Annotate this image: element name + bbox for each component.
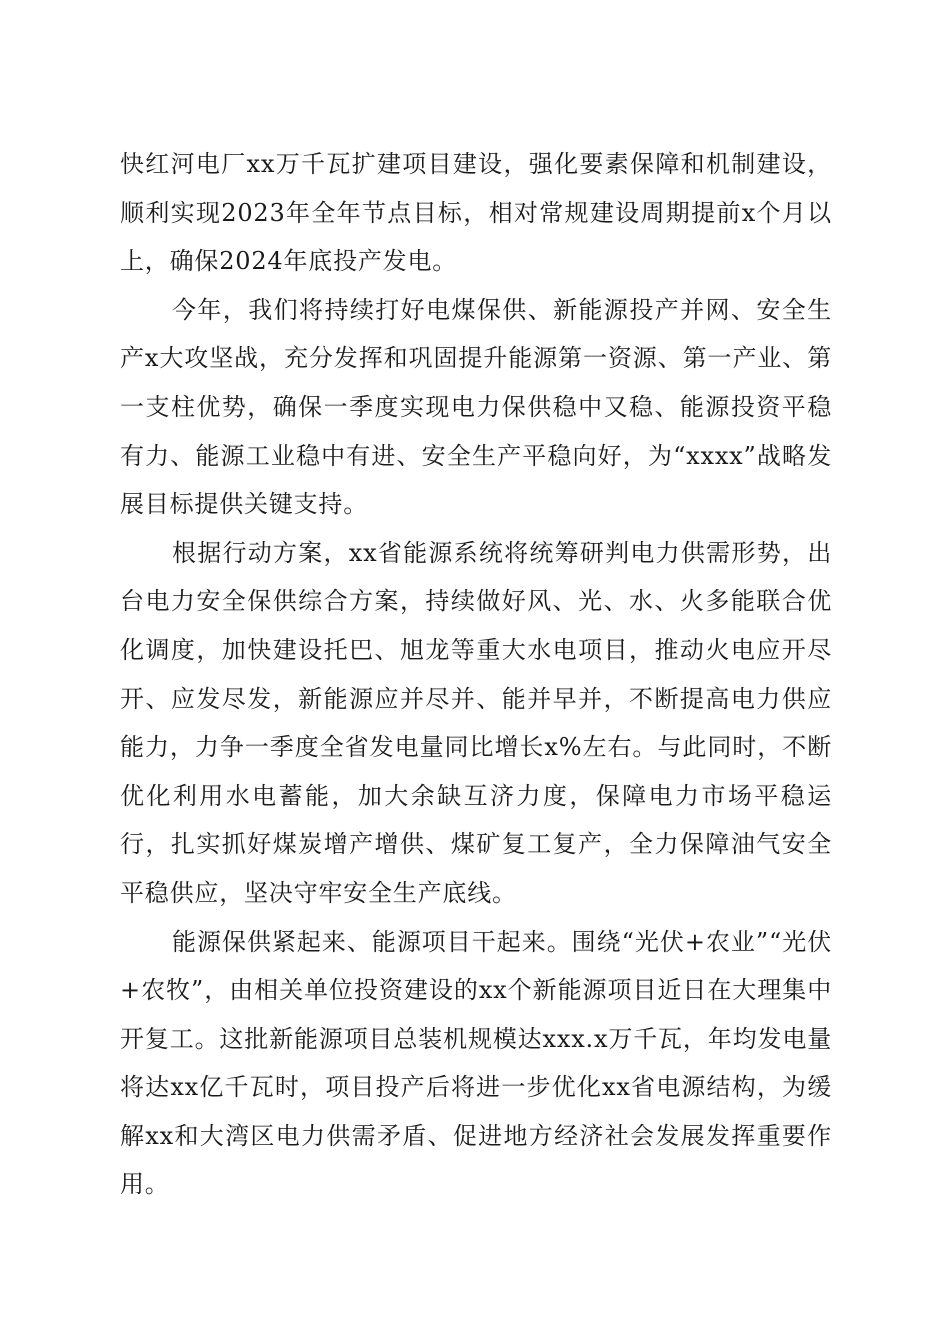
paragraph-continued: 快红河电厂xx万千瓦扩建项目建设，强化要素保障和机制建设，顺利实现2023年全年节点目标，相对常规建设周期提前x个月以上，确保2024年底投产发电。 (120, 150, 832, 276)
paragraph: 今年，我们将持续打好电煤保供、新能源投产并网、安全生产x大攻坚战，充分发挥和巩固提升能源第一资源、第一产业、第一支柱优势，确保一季度实现电力保供稳中又稳、能源投资平稳有力、能源工业稳中有进、安全生产平稳向好，为“xxxx”战略发展目标提供关键支持。 (120, 295, 832, 519)
document-body (120, 140, 832, 1209)
paragraph: 根据行动方案，xx省能源系统将统筹研判电力供需形势，出台电力安全保供综合方案，持续做好风、光、水、火多能联合优化调度，加快建设托巴、旭龙等重大水电项目，推动火电应开尽开、应发尽发，新能源应并尽并、能并早并，不断提高电力供应能力，力争一季度全省发电量同比增长x%左右。与此同时，不断优化利用水电蓄能，加大余缺互济力度，保障电力市场平稳运行，扎实抓好煤炭增产增供、煤矿复工复产，全力保障油气安全平稳供应，坚决守牢安全生产底线。 (120, 538, 832, 907)
paragraph: 能源保供紧起来、能源项目干起来。围绕“光伏+农业”“光伏+农牧”，由相关单位投资建设的xx个新能源项目近日在大理集中开复工。这批新能源项目总装机规模达xxx.x万千瓦，年均发电量将达xx亿千瓦时，项目投产后将进一步优化xx省电源结构，为缓解xx和大湾区电力供需矛盾、促进地方经济社会发展发挥重要作用。 (120, 927, 832, 1199)
